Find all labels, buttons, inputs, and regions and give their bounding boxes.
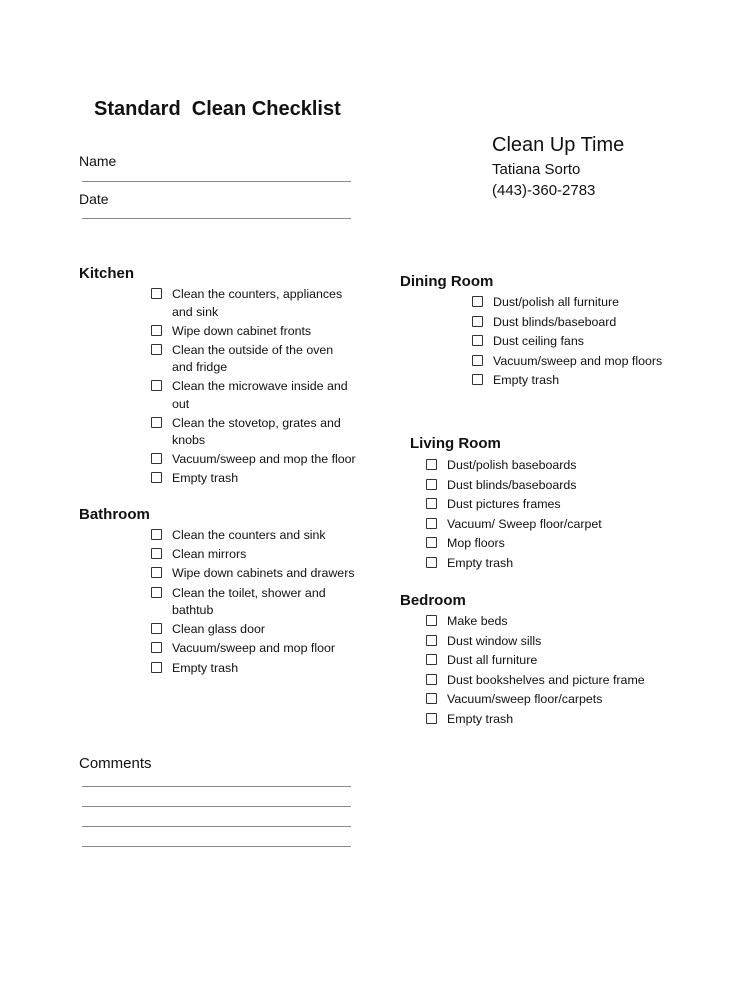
- kitchen-checklist: [151, 286, 356, 489]
- bedroom-item: [426, 672, 686, 690]
- living-room-item: [426, 477, 686, 495]
- checkbox-icon[interactable]: [151, 662, 162, 673]
- bathroom-item: [151, 527, 356, 545]
- name-line[interactable]: [82, 181, 351, 182]
- date-label: Date: [79, 191, 109, 207]
- kitchen-item: [151, 378, 356, 413]
- name-label: Name: [79, 153, 117, 169]
- living-room-title: Living Room: [410, 435, 501, 452]
- living-room-item: [426, 457, 686, 475]
- checkbox-icon[interactable]: [151, 642, 162, 653]
- checklist-item-label: Dust ceiling fans: [493, 334, 584, 348]
- checkbox-icon[interactable]: [472, 316, 483, 327]
- checkbox-icon[interactable]: [426, 713, 437, 724]
- dining-room-item: [472, 314, 702, 332]
- checklist-item-label: Dust pictures frames: [447, 497, 561, 511]
- checklist-item-label: Clean the toilet, shower and bathtub: [172, 585, 326, 618]
- checklist-item-label: Vacuum/sweep floor/carpets: [447, 692, 603, 706]
- checkbox-icon[interactable]: [151, 587, 162, 598]
- checkbox-icon[interactable]: [426, 615, 437, 626]
- living-room-item: [426, 535, 686, 553]
- dining-room-title: Dining Room: [400, 273, 494, 290]
- dining-room-item: [472, 294, 702, 312]
- checkbox-icon[interactable]: [426, 537, 437, 548]
- checkbox-icon[interactable]: [151, 380, 162, 391]
- comments-line-4[interactable]: [82, 846, 351, 847]
- checklist-item-label: Wipe down cabinets and drawers: [172, 566, 355, 581]
- living-room-item: [426, 496, 686, 514]
- checkbox-icon[interactable]: [151, 453, 162, 464]
- kitchen-item: [151, 323, 356, 341]
- checklist-item-label: Vacuum/sweep and mop floor: [172, 641, 336, 656]
- checklist-item-label: Dust/polish baseboards: [447, 458, 577, 472]
- checkbox-icon[interactable]: [472, 374, 483, 385]
- checklist-item-label: Clean the counters, appliances and sink: [172, 287, 343, 319]
- dining-room-item: [472, 372, 702, 390]
- bathroom-item: [151, 546, 356, 564]
- checklist-item-label: Vacuum/sweep and mop floors: [493, 353, 663, 368]
- bedroom-checklist: [426, 613, 686, 730]
- checklist-item-label: Clean the outside of the oven and fridge: [172, 342, 334, 374]
- bedroom-item: [426, 711, 686, 729]
- bathroom-item: [151, 621, 356, 639]
- kitchen-item: [151, 470, 356, 488]
- checklist-item-label: Mop floors: [447, 536, 505, 550]
- checklist-item-label: Dust bookshelves and picture frame: [447, 672, 645, 687]
- checkbox-icon[interactable]: [426, 693, 437, 704]
- living-room-item: [426, 516, 686, 534]
- dining-room-item: [472, 353, 702, 371]
- checklist-item-label: Make beds: [447, 614, 508, 628]
- bedroom-item: [426, 633, 686, 651]
- checkbox-icon[interactable]: [151, 344, 162, 355]
- checklist-item-label: Dust blinds/baseboards: [447, 477, 577, 492]
- bathroom-checklist: [151, 527, 356, 679]
- comments-line-2[interactable]: [82, 806, 351, 807]
- checkbox-icon[interactable]: [151, 567, 162, 578]
- checklist-item-label: Empty trash: [493, 373, 560, 387]
- checklist-item-label: Clean the counters and sink: [172, 528, 326, 542]
- checklist-item-label: Clean the microwave inside and out: [172, 379, 348, 411]
- checklist-item-label: Vacuum/ Sweep floor/carpet: [447, 516, 602, 531]
- checkbox-icon[interactable]: [151, 417, 162, 428]
- kitchen-item: [151, 342, 356, 377]
- checkbox-icon[interactable]: [426, 557, 437, 568]
- checklist-item-label: Empty trash: [172, 660, 239, 675]
- contact-phone: (443)-360-2783: [492, 182, 596, 199]
- comments-line-3[interactable]: [82, 826, 351, 827]
- living-room-checklist: [426, 457, 686, 574]
- bedroom-item: [426, 691, 686, 709]
- dining-room-item: [472, 333, 702, 351]
- checkbox-icon[interactable]: [151, 623, 162, 634]
- bathroom-item: [151, 585, 356, 620]
- checkbox-icon[interactable]: [426, 674, 437, 685]
- checkbox-icon[interactable]: [426, 479, 437, 490]
- comments-label: Comments: [79, 755, 152, 772]
- checkbox-icon[interactable]: [426, 635, 437, 646]
- living-room-item: [426, 555, 686, 573]
- company-name: Clean Up Time: [492, 134, 625, 156]
- checklist-item-label: Empty trash: [447, 711, 514, 726]
- checkbox-icon[interactable]: [426, 654, 437, 665]
- contact-name: Tatiana Sorto: [492, 161, 581, 178]
- checkbox-icon[interactable]: [151, 325, 162, 336]
- checklist-item-label: Dust window sills: [447, 633, 542, 648]
- bathroom-item: [151, 565, 356, 583]
- checkbox-icon[interactable]: [151, 548, 162, 559]
- comments-line-1[interactable]: [82, 786, 351, 787]
- checklist-item-label: Dust blinds/baseboard: [493, 314, 617, 329]
- checklist-item-label: Empty trash: [447, 555, 514, 570]
- bedroom-item: [426, 652, 686, 670]
- bathroom-item: [151, 660, 356, 678]
- bedroom-item: [426, 613, 686, 631]
- checkbox-icon[interactable]: [426, 518, 437, 529]
- dining-room-checklist: [472, 294, 702, 392]
- checklist-item-label: Clean the stovetop, grates and knobs: [172, 415, 341, 447]
- date-line[interactable]: [82, 218, 351, 219]
- checklist-item-label: Dust all furniture: [447, 653, 538, 667]
- kitchen-item: [151, 415, 356, 450]
- kitchen-item: [151, 286, 356, 321]
- checkbox-icon[interactable]: [151, 529, 162, 540]
- checklist-item-label: Clean mirrors: [172, 547, 247, 562]
- bathroom-item: [151, 640, 356, 658]
- checkbox-icon[interactable]: [151, 472, 162, 483]
- checkbox-icon[interactable]: [426, 459, 437, 470]
- checkbox-icon[interactable]: [426, 498, 437, 509]
- bathroom-title: Bathroom: [79, 506, 150, 523]
- checklist-item-label: Vacuum/sweep and mop the floor: [172, 452, 356, 466]
- kitchen-title: Kitchen: [79, 265, 135, 282]
- checklist-item-label: Wipe down cabinet fronts: [172, 323, 312, 338]
- checkbox-icon[interactable]: [472, 296, 483, 307]
- bedroom-title: Bedroom: [400, 592, 466, 609]
- checklist-item-label: Dust/polish all furniture: [493, 295, 620, 309]
- checkbox-icon[interactable]: [472, 335, 483, 346]
- page-title: Standard Clean Checklist: [94, 98, 341, 120]
- checkbox-icon[interactable]: [472, 355, 483, 366]
- checkbox-icon[interactable]: [151, 288, 162, 299]
- checklist-item-label: Empty trash: [172, 471, 239, 485]
- kitchen-item: [151, 451, 356, 469]
- checklist-item-label: Clean glass door: [172, 622, 265, 637]
